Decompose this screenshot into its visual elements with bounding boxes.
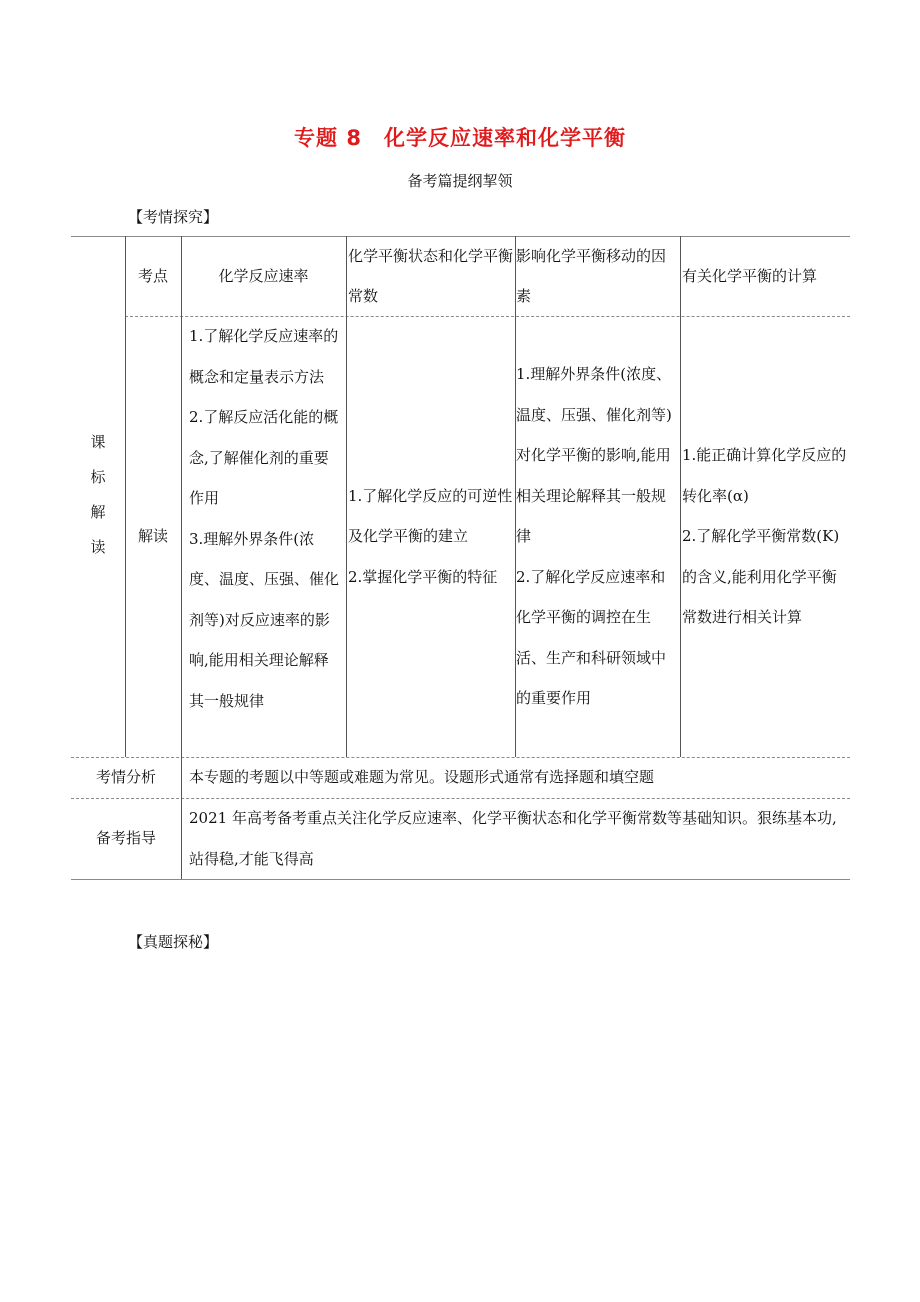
interpret-item: 2.了解化学反应速率和化学平衡的调控在生活、生产和科研领域中的重要作用	[516, 567, 667, 708]
analysis-label: 考情分析	[95, 768, 156, 787]
group-label-char: 课	[90, 433, 106, 451]
header-topic-4: 有关化学平衡的计算	[682, 266, 818, 285]
interpret-item: 1.能正确计算化学反应的转化率(α)	[682, 446, 847, 505]
interpret-topic-4	[682, 316, 850, 757]
interpret-topic-3	[516, 316, 680, 757]
group-label-char: 读	[90, 538, 106, 556]
guidance-text: 2021 年高考备考重点关注化学反应速率、化学平衡状态和化学平衡常数等基础知识。狠练基本功,站得稳,才能飞得高	[189, 809, 837, 868]
interpret-item: 1.了解化学反应的可逆性及化学平衡的建立	[348, 486, 513, 546]
header-topic-2: 化学平衡状态和化学平衡常数	[348, 246, 514, 305]
document-subtitle: 备考篇提纲挈领	[407, 172, 513, 190]
interpret-item: 1.理解外界条件(浓度、温度、压强、催化剂等)对化学平衡的影响,能用相关理论解释其一般规律	[516, 365, 672, 546]
interpret-label: 解读	[137, 527, 168, 546]
interpret-topic-2	[348, 316, 515, 757]
header-topic-3: 影响化学平衡移动的因素	[516, 246, 667, 305]
interpret-item: 2.掌握化学平衡的特征	[348, 567, 498, 586]
analysis-text: 本专题的考题以中等题或难题为常见。设题形式通常有选择题和填空题	[189, 768, 655, 787]
col-divider-3	[346, 236, 347, 757]
col-divider-2	[181, 236, 182, 879]
header-topic-1: 化学反应速率	[218, 266, 309, 285]
group-label-char: 解	[90, 503, 106, 521]
interpret-item: 3.理解外界条件(浓度、温度、压强、催化剂等)对反应速率的影响,能用相关理论解释其一般规律	[189, 529, 340, 710]
header-col-label: 考点	[137, 266, 168, 285]
section-heading-real-exam: 【真题探秘】	[128, 933, 219, 951]
col-divider-5	[680, 236, 681, 757]
interpret-item: 2.了解反应活化能的概念,了解催化剂的重要作用	[189, 408, 339, 507]
title-prefix: 专题 8	[294, 126, 362, 150]
document-title	[0, 122, 920, 152]
interpret-item: 1.了解化学反应速率的概念和定量表示方法	[189, 327, 339, 386]
interpret-item: 2.了解化学平衡常数(K)的含义,能利用化学平衡常数进行相关计算	[682, 527, 840, 627]
group-label-course-standard	[71, 420, 125, 570]
group-label-char: 标	[90, 468, 106, 486]
title-main: 化学反应速率和化学平衡	[383, 126, 626, 150]
table-bottom-border	[71, 879, 850, 880]
guidance-label: 备考指导	[95, 829, 156, 848]
section-heading-exam-analysis: 【考情探究】	[128, 208, 219, 226]
interpret-topic-1	[189, 316, 341, 757]
